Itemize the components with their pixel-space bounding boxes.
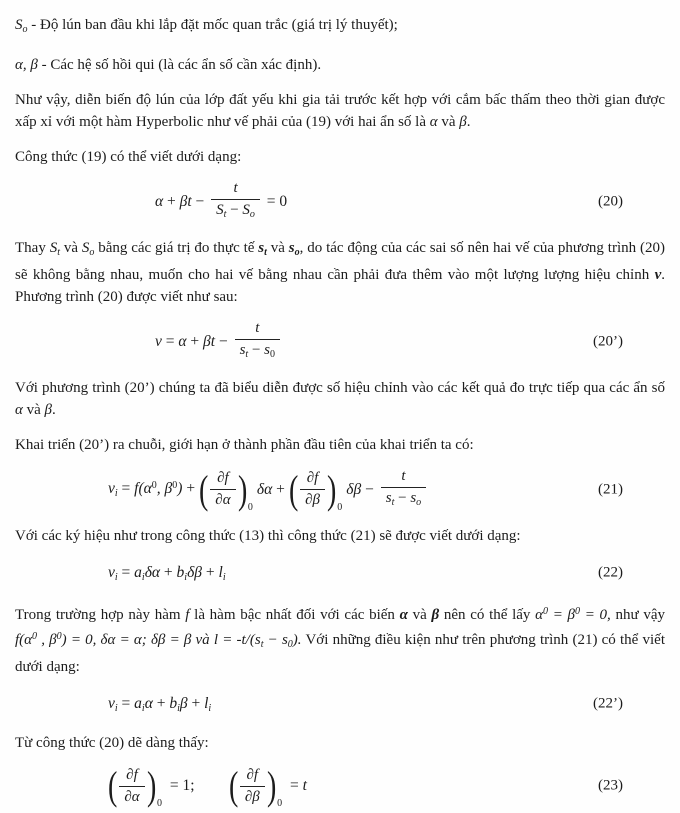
text-run: β — [179, 694, 188, 712]
text-run: i — [141, 571, 145, 583]
paragraph-voi-phuong-trinh — [15, 377, 665, 421]
text-run: i — [184, 571, 188, 583]
text-run: ∂f — [246, 766, 259, 783]
equation-22-number: (22) — [598, 564, 623, 581]
text-run: t — [245, 349, 249, 360]
text-run: t — [57, 247, 60, 258]
text-run: và — [59, 240, 82, 256]
paragraph-nhu-vay — [15, 89, 665, 133]
fraction — [300, 471, 325, 508]
text-run: S — [216, 202, 224, 218]
text-run: Với các ký hiệu như trong công thức (13) thì công thức (21) sẽ được viết dưới dạng: — [15, 528, 521, 544]
text-run: Thay — [15, 240, 50, 256]
text-run: S — [81, 240, 90, 256]
equation-20-number: (20) — [598, 193, 623, 209]
text-run: , do tác động của các sai số nên hai vế của phương trình (20) sẽ không bằng nhau, muốn cho hai vế bằng nhau cần phải đưa thêm vào một lượng lượng hiệu chỉnh — [15, 240, 665, 283]
text-run: là hàm bậc nhất đối với các biến — [189, 607, 400, 623]
paragraph-cong-thuc-19 — [15, 146, 665, 168]
text-run: . — [52, 402, 56, 418]
text-run: ∂f — [306, 470, 319, 486]
text-run: l — [204, 694, 209, 712]
text-run: ). — [292, 632, 302, 648]
text-run: o — [89, 247, 95, 258]
equation-20-math — [155, 181, 287, 222]
text-run: và — [437, 114, 460, 130]
text-run: . Phương trình (20) được viết như sau: — [15, 267, 665, 305]
text-run: δα — [256, 480, 273, 498]
math-run — [155, 333, 232, 351]
text-run: α — [144, 694, 153, 712]
text-run: + — [186, 332, 204, 350]
math-run — [257, 481, 289, 499]
math-run — [263, 193, 287, 211]
math-run — [108, 564, 226, 583]
text-run: t — [264, 247, 267, 258]
text-run: f — [134, 480, 139, 497]
text-run: α — [178, 332, 187, 350]
equation-20-row — [15, 181, 665, 222]
parenthesized-derivative: ( $\frac{\partial f}{\partial\alpha}$ ) 0 — [107, 763, 162, 809]
equation-23-number: (23) — [598, 777, 623, 794]
text-run: o — [294, 247, 300, 258]
text-run: 0 — [287, 639, 293, 650]
text-run: = — [286, 777, 303, 794]
text-run: (α — [138, 480, 152, 497]
text-run: β — [567, 607, 576, 623]
equation-20prime-math — [155, 321, 283, 362]
text-run: f — [185, 607, 190, 623]
text-run: i — [114, 571, 118, 583]
text-run: Từ công thức (20) dẽ dàng thấy: — [15, 735, 209, 751]
text-run: + — [163, 192, 180, 210]
text-run: 0 — [32, 631, 38, 642]
text-run: β — [459, 114, 467, 130]
paragraph-khai-trien — [15, 434, 665, 456]
equation-23-math — [107, 763, 307, 809]
equation-22prime-number: (22’) — [593, 695, 623, 712]
math-run — [346, 481, 377, 499]
text-run: δα — [144, 563, 161, 581]
text-run: δβ — [187, 563, 203, 581]
equation-22prime-math — [108, 695, 211, 714]
equation-21-row — [15, 466, 665, 513]
fraction — [381, 469, 426, 510]
fraction — [210, 471, 235, 508]
text-run: v — [654, 267, 662, 283]
text-run: Khai triển (20’) ra chuỗi, giới hạn ở thành phần đầu tiên của khai triển ta có: — [15, 437, 474, 453]
text-run: và — [22, 402, 45, 418]
text-run: α — [429, 114, 438, 130]
text-run: ∂α — [215, 492, 231, 508]
text-run: nên có thể lấy — [439, 607, 536, 623]
text-run: − — [191, 192, 209, 210]
text-run: − — [361, 480, 378, 498]
text-run: + — [187, 694, 205, 712]
text-run: - Các hệ số hồi qui (là các ẩn số cần xác định). — [37, 57, 322, 73]
text-run: + — [202, 563, 219, 581]
text-run: − — [215, 332, 232, 350]
text-run: a — [134, 563, 142, 581]
text-run: s — [264, 342, 270, 358]
text-run: , β — [37, 632, 57, 648]
text-run: = — [117, 563, 135, 581]
text-run: s — [258, 240, 265, 256]
text-run: = — [117, 480, 135, 497]
text-run: o — [416, 497, 422, 508]
text-run: Với phương trình (20’) chúng ta đã biểu diễn được số hiệu chỉnh vào các kết quả đo trực tiếp qua các ẩn số — [15, 380, 665, 396]
text-run: + — [160, 563, 177, 581]
math-run — [108, 480, 199, 499]
equation-22-row — [15, 560, 665, 586]
text-run: a — [134, 694, 142, 712]
math-run — [155, 193, 208, 211]
paragraph-voi-cac-ky-hieu — [15, 525, 665, 547]
text-run: 0 — [575, 606, 581, 617]
text-run: - Độ lún ban đầu khi lắp đặt mốc quan trắc (giá trị lý thuyết); — [27, 17, 398, 33]
paragraph-thay — [15, 237, 665, 308]
text-run: f(α — [15, 632, 33, 648]
text-run: β — [44, 402, 53, 418]
text-run: t — [233, 180, 238, 196]
text-run: ) — [177, 480, 183, 497]
text-run: i — [222, 571, 226, 583]
text-run: t — [391, 497, 395, 508]
text-run: và — [266, 240, 289, 256]
text-run: S — [242, 202, 250, 218]
equation-20prime-number: (20’) — [593, 333, 623, 349]
paragraph-trong-truong-hop — [15, 601, 665, 678]
paragraph-tu-cong-thuc — [15, 732, 665, 754]
text-run: , β — [156, 480, 173, 497]
text-run: = — [548, 607, 568, 623]
text-run: v — [155, 332, 162, 350]
text-run: s — [410, 490, 417, 506]
text-run: − — [226, 202, 243, 218]
text-run: o — [249, 209, 255, 220]
fraction — [211, 181, 260, 222]
text-run: δβ — [346, 480, 362, 498]
text-run: α — [535, 607, 544, 623]
parenthesized-derivative: ( $\frac{\partial f}{\partial\alpha}$ ) 0 — [198, 466, 253, 513]
text-run: i — [114, 702, 118, 714]
text-run: ∂f — [126, 766, 138, 783]
text-run: βt — [179, 192, 192, 210]
equation-21-number: (21) — [598, 481, 623, 497]
text-run: − — [248, 342, 265, 358]
text-run: α — [155, 192, 164, 210]
text-run: v — [108, 694, 115, 712]
equation-23-row — [15, 763, 665, 809]
text-run: t — [255, 320, 260, 336]
text-run: S — [15, 17, 23, 33]
text-run: βt — [203, 332, 216, 350]
equation-20prime-row — [15, 321, 665, 362]
math-run — [286, 777, 307, 795]
equation-21-math — [108, 466, 429, 513]
text-run: ∂β — [305, 492, 320, 508]
text-run: s — [288, 240, 295, 256]
text-run: như vậy — [610, 607, 665, 623]
fraction — [235, 321, 280, 362]
text-run: i — [177, 702, 180, 714]
text-run: = 1; — [165, 777, 195, 794]
parenthesized-derivative: ( $\frac{\partial f}{\partial\beta}$ ) 0 — [288, 466, 343, 513]
text-run: t — [260, 639, 264, 650]
text-run: 0 — [270, 349, 275, 360]
equation-22-math — [108, 564, 226, 583]
text-run: s — [385, 490, 392, 506]
parenthesized-derivative: ( $\frac{\partial f}{\partial\beta}$ ) 0 — [228, 763, 283, 809]
text-run: t — [302, 777, 307, 794]
text-run: = 0, — [580, 607, 611, 623]
text-run: Trong trường hợp này hàm — [15, 607, 186, 623]
text-run: o — [22, 24, 28, 35]
text-run: 0 — [543, 606, 549, 617]
fraction — [240, 768, 265, 805]
text-run: b — [176, 563, 185, 581]
text-run: + — [152, 694, 170, 712]
math-run — [166, 777, 195, 795]
text-run: S — [49, 240, 58, 256]
fraction — [119, 768, 144, 805]
text-run: β — [431, 607, 440, 623]
text-run: + — [272, 480, 289, 498]
text-run: + — [182, 480, 199, 497]
text-run: và — [407, 607, 432, 623]
text-run: − — [394, 490, 411, 506]
text-run: ∂f — [217, 470, 229, 486]
text-run: 0 — [151, 480, 157, 491]
text-run: s — [239, 342, 246, 358]
text-run: i — [114, 488, 118, 499]
text-run: = 0 — [262, 192, 288, 210]
text-run: v — [108, 480, 115, 497]
text-run: i — [208, 702, 212, 714]
text-run: α, β — [15, 57, 38, 73]
text-run: b — [169, 694, 178, 712]
text-run: v — [108, 563, 115, 581]
text-run: = — [117, 694, 135, 712]
text-run: − s — [263, 632, 288, 648]
text-run: t — [223, 209, 227, 220]
text-run: i — [141, 702, 145, 714]
equation-22prime-row — [15, 691, 665, 717]
definition-alpha-beta-line — [15, 54, 665, 76]
text-run: . — [466, 114, 471, 130]
text-run: ∂α — [124, 788, 140, 805]
text-run: Công thức (19) có thể viết dưới dạng: — [15, 149, 242, 165]
text-run: t — [401, 468, 406, 484]
text-run: = — [161, 332, 179, 350]
text-run: bằng các giá trị đo thực tế — [94, 240, 259, 256]
text-run: ∂β — [244, 788, 260, 805]
text-run: 0 — [56, 631, 62, 642]
text-run: 0 — [172, 480, 178, 491]
text-run: Với những điều kiện như trên phương trình (21) có thể viết dưới dạng: — [15, 632, 665, 675]
text-run: l — [218, 563, 223, 581]
text-run: ) = 0, δα = α; δβ = β và l = -t/(s — [61, 632, 261, 648]
text-run: α — [15, 402, 23, 418]
definition-so-line — [15, 14, 665, 41]
math-run — [108, 695, 211, 714]
text-run: Như vậy, diễn biến độ lún của lớp đất yếu khi gia tải trước kết hợp với cắm bấc thấm theo thời gian được xấp xỉ với một hàm Hyperbolic như vế phải của (19) với hai ẩn số là — [15, 92, 665, 130]
text-run: α — [399, 607, 408, 623]
